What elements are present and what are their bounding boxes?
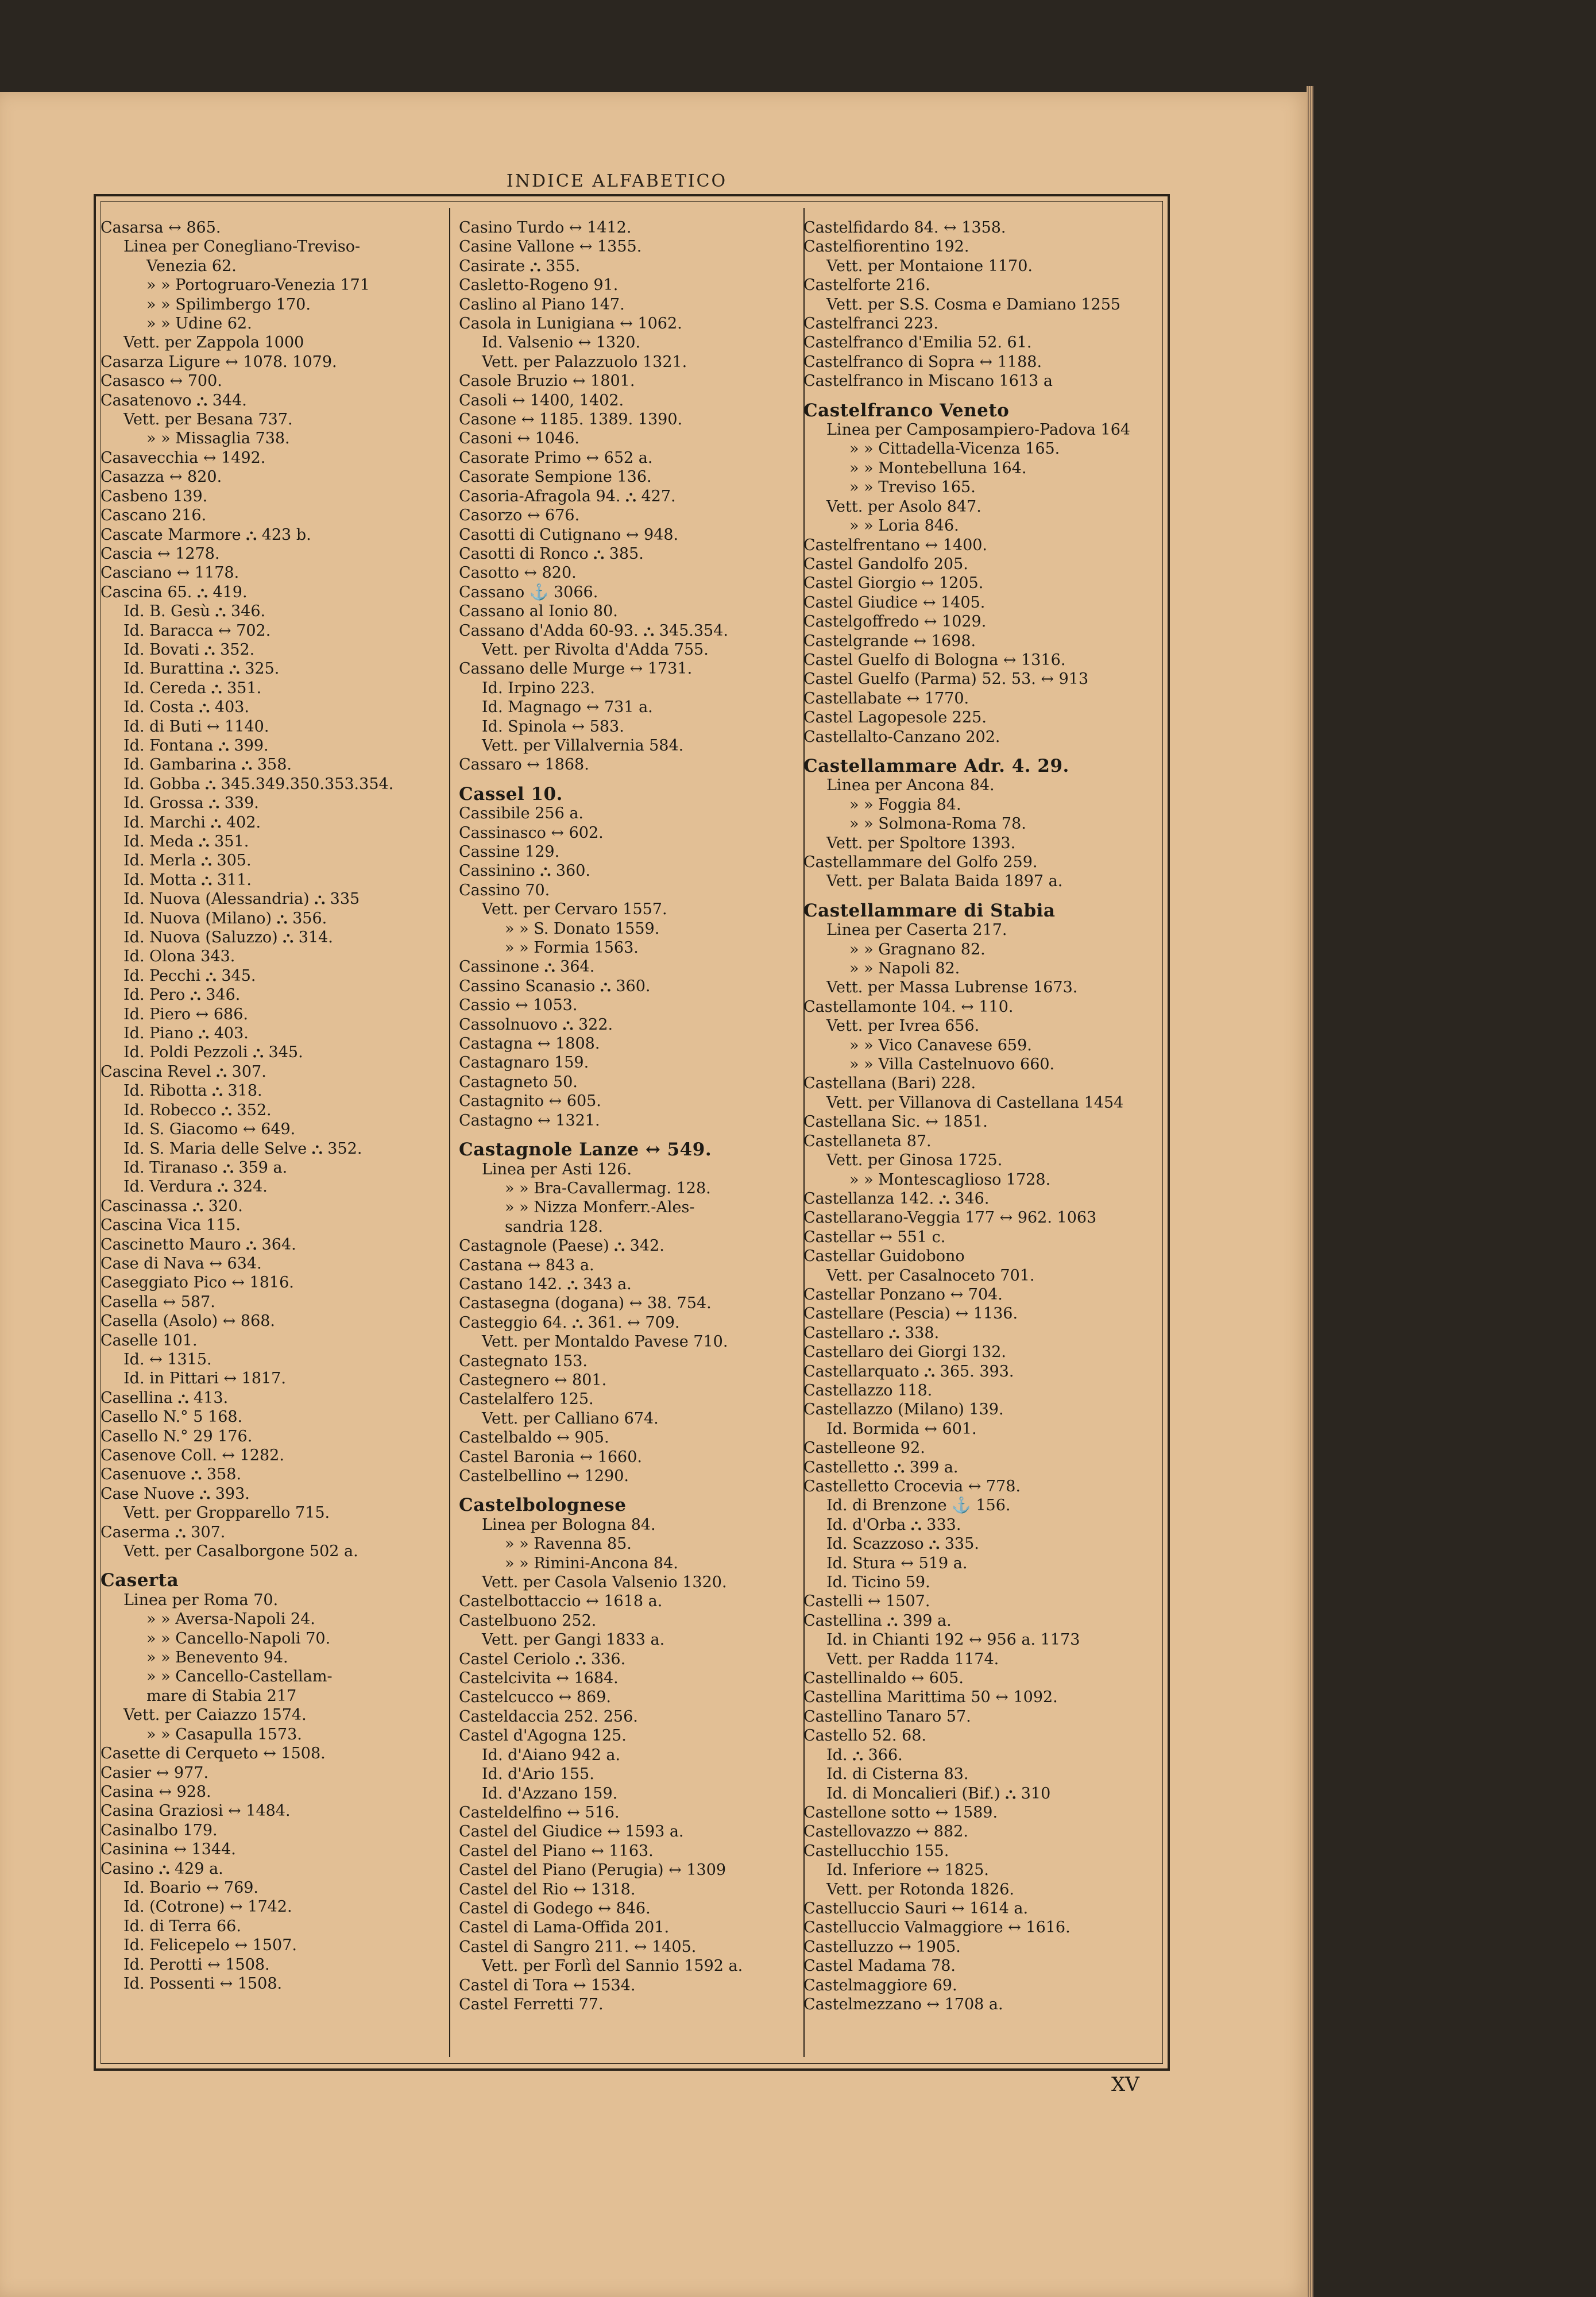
index-entry: Castel di Godego ↔ 846.: [459, 1899, 651, 1917]
index-heading: Castagnole Lanze ↔ 549.: [459, 1139, 712, 1161]
index-entry: Vett. per S.S. Cosma e Damiano 1255: [826, 295, 1121, 314]
index-entry: Id. di Brenzone ⚓ 156.: [826, 1496, 1011, 1515]
index-entry: Vett. per Casalnoceto 701.: [826, 1266, 1035, 1285]
index-entry: Id. in Pittari ↔ 1817.: [123, 1370, 286, 1388]
index-entry: Id. Motta ⛬ 311.: [123, 871, 252, 889]
index-entry: Id. Olona 343.: [123, 948, 235, 966]
index-entry: Castelfidardo 84. ↔ 1358.: [803, 219, 1006, 237]
index-entry: Castagnole (Paese) ⛬ 342.: [459, 1237, 664, 1255]
index-entry: Vett. per Villalvernia 584.: [482, 736, 684, 755]
index-heading: Castelfranco Veneto: [803, 400, 1010, 421]
index-entry: Vett. per Ginosa 1725.: [826, 1151, 1003, 1170]
index-entry: Id. ⛬ 366.: [826, 1746, 903, 1764]
index-entry: Casteldaccia 252. 256.: [459, 1707, 638, 1726]
index-entry: Id. Verdura ⛬ 324.: [123, 1178, 268, 1196]
index-entry: Castellana Sic. ↔ 1851.: [803, 1113, 988, 1131]
index-entry: Castel Lagopesole 225.: [803, 709, 987, 727]
index-entry: Casole Bruzio ↔ 1801.: [459, 372, 635, 390]
index-entry: Castelluccio Sauri ↔ 1614 a.: [803, 1899, 1029, 1917]
index-entry: » » Udine 62.: [146, 315, 252, 333]
index-heading: Castellammare di Stabia: [803, 900, 1056, 921]
index-entry: Id. Perotti ↔ 1508.: [123, 1955, 270, 1974]
index-entry: Castelletto ⛬ 399 a.: [803, 1458, 959, 1476]
index-entry: Vett. per Zappola 1000: [123, 334, 304, 352]
index-entry: Casine Vallone ↔ 1355.: [459, 238, 642, 256]
index-entry: Vett. per Casola Valsenio 1320.: [482, 1573, 727, 1592]
index-entry: Vett. per Calliano 674.: [482, 1409, 659, 1428]
index-entry: Cassano d'Adda 60-93. ⛬ 345.354.: [459, 621, 728, 640]
index-entry: Casavecchia ↔ 1492.: [101, 448, 266, 467]
index-entry: Castel del Rio ↔ 1318.: [459, 1880, 636, 1898]
index-entry: Castelfranci 223.: [803, 315, 938, 333]
index-entry: Castagna ↔ 1808.: [459, 1035, 600, 1053]
index-entry: Casello N.° 29 176.: [101, 1427, 253, 1445]
index-entry: Cascina 65. ⛬ 419.: [101, 583, 248, 601]
index-entry: Cassano ⚓ 3066.: [459, 583, 598, 601]
index-entry: Vett. per Massa Lubrense 1673.: [826, 979, 1078, 997]
index-entry: Casarza Ligure ↔ 1078. 1079.: [101, 353, 337, 371]
index-heading: Castellammare Adr. 4. 29.: [803, 755, 1069, 776]
index-entry: Castelbaldo ↔ 905.: [459, 1429, 609, 1447]
index-entry: » » Loria 846.: [849, 517, 959, 535]
index-entry: Linea per Bologna 84.: [482, 1515, 656, 1534]
index-entry: Castagnaro 159.: [459, 1054, 589, 1072]
index-entry: Vett. per Gropparello 715.: [123, 1504, 330, 1522]
index-entry: Castellare (Pescia) ↔ 1136.: [803, 1305, 1018, 1323]
index-entry: » » Benevento 94.: [146, 1649, 288, 1667]
index-frame: [94, 194, 1170, 2071]
index-entry: » » Formia 1563.: [505, 939, 639, 957]
index-entry: Casirate ⛬ 355.: [459, 257, 581, 275]
index-entry: Cascinassa ⛬ 320.: [101, 1197, 243, 1215]
index-entry: Castellucchio 155.: [803, 1842, 949, 1860]
index-entry: » » Villa Castelnuovo 660.: [849, 1055, 1055, 1074]
index-entry: Id. Scazzoso ⛬ 335.: [826, 1535, 979, 1553]
index-entry: Casenuove ⛬ 358.: [101, 1465, 242, 1484]
index-entry: Id. Pecchi ⛬ 345.: [123, 966, 256, 985]
index-entry: Castellar Guidobono: [803, 1247, 965, 1266]
index-entry: » » Vico Canavese 659.: [849, 1036, 1032, 1054]
index-entry: Castel Giudice ↔ 1405.: [803, 593, 986, 612]
index-entry: Linea per Camposampiero-Padova 164: [826, 421, 1131, 439]
index-entry: Castelfranco d'Emilia 52. 61.: [803, 334, 1032, 352]
index-entry: Case di Nava ↔ 634.: [101, 1254, 262, 1273]
index-heading: Castelbolognese: [459, 1495, 627, 1516]
index-entry: Castel Guelfo di Bologna ↔ 1316.: [803, 651, 1066, 669]
index-entry: Castegnato 153.: [459, 1352, 588, 1370]
index-entry: Vett. per Forlì del Sannio 1592 a.: [482, 1957, 743, 1975]
index-entry: Castelfiorentino 192.: [803, 238, 969, 256]
index-entry: Castano 142. ⛬ 343 a.: [459, 1275, 632, 1293]
index-entry: Case Nuove ⛬ 393.: [101, 1484, 250, 1503]
index-entry: Castelbottaccio ↔ 1618 a.: [459, 1592, 663, 1611]
index-entry: Cassinasco ↔ 602.: [459, 823, 604, 842]
index-entry: Casier ↔ 977.: [101, 1764, 209, 1782]
index-entry: Castelbuono 252.: [459, 1611, 597, 1630]
index-entry: Id. Tiranaso ⛬ 359 a.: [123, 1158, 288, 1177]
index-entry: Casenove Coll. ↔ 1282.: [101, 1447, 284, 1464]
index-entry: Caslino al Piano 147.: [459, 295, 625, 314]
index-entry: Castellaneta 87.: [803, 1132, 932, 1150]
index-entry: Castelcucco ↔ 869.: [459, 1688, 611, 1707]
index-entry: » » Cancello-Castellam-: [146, 1668, 333, 1686]
index-entry: » » Montescaglioso 1728.: [849, 1170, 1051, 1189]
index-entry: Vett. per Cervaro 1557.: [482, 900, 667, 919]
index-entry: » » Aversa-Napoli 24.: [146, 1610, 315, 1629]
index-entry: Castellinaldo ↔ 605.: [803, 1669, 964, 1688]
index-entry: Castel del Piano ↔ 1163.: [459, 1842, 654, 1860]
index-entry: Cascano 216.: [101, 506, 207, 525]
index-entry: Cassano delle Murge ↔ 1731.: [459, 660, 693, 678]
page-edge: [1307, 86, 1313, 2297]
index-column-3: [803, 218, 1154, 2050]
index-entry: Id. Inferiore ↔ 1825.: [826, 1861, 989, 1880]
index-entry: Casone ↔ 1185. 1389. 1390.: [459, 411, 683, 429]
index-entry: Id. d'Aiano 942 a.: [482, 1746, 621, 1764]
index-entry: Vett. per Casalborgone 502 a.: [123, 1542, 358, 1561]
index-entry: Linea per Ancona 84.: [826, 776, 995, 795]
index-entry: » » Cittadella-Vicenza 165.: [849, 440, 1060, 458]
index-entry: Id. Ticino 59.: [826, 1573, 930, 1592]
index-entry: Castel di Tora ↔ 1534.: [459, 1976, 636, 1994]
index-entry: Castelmezzano ↔ 1708 a.: [803, 1995, 1003, 2013]
index-entry: Vett. per Rotonda 1826.: [826, 1880, 1014, 1898]
index-entry: » » Spilimbergo 170.: [146, 295, 311, 314]
index-entry: Castel Ceriolo ⛬ 336.: [459, 1650, 626, 1668]
index-entry: Id. ↔ 1315.: [123, 1350, 212, 1368]
index-entry: Venezia 62.: [146, 257, 237, 275]
index-entry: Castel del Piano (Perugia) ↔ 1309: [459, 1861, 726, 1880]
index-entry: » » Rimini-Ancona 84.: [505, 1554, 678, 1572]
index-entry: Casarsa ↔ 865.: [101, 219, 221, 237]
index-entry: Vett. per Caiazzo 1574.: [123, 1706, 307, 1724]
index-entry: Id. Gambarina ⛬ 358.: [123, 756, 292, 774]
page-number: XV: [1111, 2073, 1139, 2096]
index-entry: Caserma ⛬ 307.: [101, 1523, 226, 1541]
index-entry: Castellar Ponzano ↔ 704.: [803, 1285, 1003, 1304]
index-entry: Vett. per Montaione 1170.: [826, 257, 1033, 275]
index-entry: Id. Bovati ⛬ 352.: [123, 640, 255, 659]
index-entry: Vett. per Besana 737.: [123, 411, 293, 429]
index-entry: Castellina Marittima 50 ↔ 1092.: [803, 1688, 1058, 1707]
index-entry: » » Napoli 82.: [849, 960, 960, 978]
index-entry: » » S. Donato 1559.: [505, 919, 660, 938]
index-entry: Cassaro ↔ 1868.: [459, 756, 589, 774]
index-entry: Castel Madama 78.: [803, 1957, 956, 1975]
index-entry: Castellaro ⛬ 338.: [803, 1324, 940, 1342]
index-entry: Cassine 129.: [459, 843, 560, 861]
index-entry: Id. Felicepelo ↔ 1507.: [123, 1936, 297, 1955]
index-entry: Cassinino ⛬ 360.: [459, 862, 590, 880]
index-entry: Castellar ↔ 551 c.: [803, 1228, 946, 1246]
index-entry: Castellaro dei Giorgi 132.: [803, 1343, 1007, 1362]
index-heading: Cassel 10.: [459, 783, 563, 805]
index-entry: Cassinone ⛬ 364.: [459, 958, 595, 976]
index-entry: Cascinetto Mauro ⛬ 364.: [101, 1235, 296, 1254]
index-entry: Id. Fontana ⛬ 399.: [123, 736, 269, 755]
index-entry: Castel d'Agogna 125.: [459, 1727, 627, 1745]
index-entry: Casorate Sempione 136.: [459, 468, 652, 486]
index-entry: Id. Costa ⛬ 403.: [123, 698, 250, 717]
index-entry: mare di Stabia 217: [146, 1687, 297, 1705]
index-entry: Id. Robecco ⛬ 352.: [123, 1101, 272, 1119]
index-entry: Castel del Giudice ↔ 1593 a.: [459, 1823, 684, 1841]
index-entry: Id. Piano ⛬ 403.: [123, 1024, 249, 1043]
index-entry: Linea per Caserta 217.: [826, 921, 1007, 939]
index-entry: Castelalfero 125.: [459, 1390, 594, 1409]
index-column-1: [101, 218, 445, 2050]
index-entry: Id. di Cisterna 83.: [826, 1765, 969, 1784]
index-entry: Vett. per Spoltore 1393.: [826, 834, 1016, 852]
index-entry: Castelgrande ↔ 1698.: [803, 632, 976, 650]
index-entry: Id. Magnago ↔ 731 a.: [482, 698, 653, 717]
index-entry: Id. Spinola ↔ 583.: [482, 717, 624, 736]
index-entry: Castelfranco di Sopra ↔ 1188.: [803, 353, 1042, 371]
index-entry: Cassio ↔ 1053.: [459, 996, 578, 1015]
index-entry: Castagno ↔ 1321.: [459, 1111, 600, 1130]
index-entry: Id. di Moncalieri (Bif.) ⛬ 310: [826, 1784, 1051, 1803]
index-entry: Cassino 70.: [459, 881, 550, 899]
index-entry: Castana ↔ 843 a.: [459, 1256, 594, 1274]
index-entry: Castelletto Crocevia ↔ 778.: [803, 1478, 1021, 1495]
index-entry: Castellarquato ⛬ 365. 393.: [803, 1362, 1014, 1380]
index-entry: Cassano al Ionio 80.: [459, 602, 618, 621]
index-entry: Casette di Cerqueto ↔ 1508.: [101, 1745, 326, 1763]
index-entry: Id. Valsenio ↔ 1320.: [482, 334, 641, 352]
index-entry: Vett. per Balata Baida 1897 a.: [826, 872, 1063, 891]
index-entry: Id. Nuova (Saluzzo) ⛬ 314.: [123, 929, 333, 947]
index-entry: » » Foggia 84.: [849, 795, 961, 814]
index-entry: Id. Gobba ⛬ 345.349.350.353.354.: [123, 775, 394, 793]
index-entry: » » Bra-Cavallermag. 128.: [505, 1179, 711, 1197]
index-entry: Casella ↔ 587.: [101, 1293, 215, 1311]
index-entry: Castellammare del Golfo 259.: [803, 853, 1038, 871]
index-entry: Castelluzzo ↔ 1905.: [803, 1938, 961, 1956]
index-entry: Id. d'Azzano 159.: [482, 1784, 618, 1803]
index-entry: Castel Guelfo (Parma) 52. 53. ↔ 913: [803, 670, 1089, 689]
index-entry: Id. d'Orba ⛬ 333.: [826, 1515, 961, 1534]
index-entry: » » Missaglia 738.: [146, 430, 290, 448]
index-entry: Id. Piero ↔ 686.: [123, 1005, 248, 1023]
index-entry: Id. Baracca ↔ 702.: [123, 621, 271, 640]
index-heading: Caserta: [101, 1570, 179, 1591]
index-entry: » » Casapulla 1573.: [146, 1725, 302, 1743]
index-entry: Castasegna (dogana) ↔ 38. 754.: [459, 1294, 712, 1313]
index-entry: Id. Burattina ⛬ 325.: [123, 660, 280, 678]
index-entry: Castellone sotto ↔ 1589.: [803, 1803, 998, 1822]
index-entry: Casina Graziosi ↔ 1484.: [101, 1802, 291, 1820]
index-entry: Castelcivita ↔ 1684.: [459, 1669, 619, 1688]
index-entry: Casino ⛬ 429 a.: [101, 1859, 223, 1878]
index-entry: Casoli ↔ 1400, 1402.: [459, 391, 624, 409]
index-entry: Id. Cereda ⛬ 351.: [123, 679, 262, 697]
index-entry: Cascina Vica 115.: [101, 1216, 241, 1235]
index-entry: Id. Merla ⛬ 305.: [123, 852, 252, 870]
index-entry: Casino Turdo ↔ 1412.: [459, 219, 632, 237]
index-entry: Casellina ⛬ 413.: [101, 1389, 229, 1407]
index-entry: Id. di Buti ↔ 1140.: [123, 717, 269, 736]
index-entry: Castel Baronia ↔ 1660.: [459, 1448, 642, 1466]
index-entry: Castagneto 50.: [459, 1073, 578, 1091]
index-entry: Casotti di Cutignano ↔ 948.: [459, 525, 679, 544]
index-entry: Castellina ⛬ 399 a.: [803, 1611, 952, 1630]
index-column-2: [459, 218, 803, 2050]
index-entry: Castagnito ↔ 605.: [459, 1092, 601, 1111]
page-header: INDICE ALFABETICO: [506, 171, 728, 191]
index-entry: Castellazzo 118.: [803, 1381, 933, 1399]
index-entry: Id. Nuova (Milano) ⛬ 356.: [123, 909, 327, 927]
index-entry: » » Nizza Monferr.-Ales-: [505, 1198, 695, 1217]
index-entry: Castel Gandolfo 205.: [803, 555, 968, 573]
index-entry: Id. Ribotta ⛬ 318.: [123, 1082, 262, 1100]
index-entry: Caseggiato Pico ↔ 1816.: [101, 1274, 294, 1292]
index-entry: Castelluccio Valmaggiore ↔ 1616.: [803, 1919, 1071, 1937]
index-entry: Casatenovo ⛬ 344.: [101, 391, 247, 409]
index-entry: Castelfranco in Miscano 1613 a: [803, 372, 1053, 390]
index-entry: Id. S. Maria delle Selve ⛬ 352.: [123, 1139, 362, 1158]
index-entry: Cascia ↔ 1278.: [101, 544, 220, 563]
index-entry: » » Treviso 165.: [849, 478, 976, 497]
index-entry: Castelfrentano ↔ 1400.: [803, 536, 988, 554]
column-divider: [449, 208, 450, 2057]
index-entry: Id. Marchi ⛬ 402.: [123, 813, 261, 832]
index-entry: Castelleone 92.: [803, 1439, 925, 1457]
index-entry: Vett. per Radda 1174.: [826, 1650, 999, 1668]
index-entry: Casasco ↔ 700.: [101, 372, 222, 390]
index-entry: Vett. per Gangi 1833 a.: [482, 1631, 665, 1649]
index-entry: Id. Bormida ↔ 601.: [826, 1420, 977, 1438]
index-entry: Id. di Terra 66.: [123, 1917, 241, 1935]
index-entry: Vett. per Villanova di Castellana 1454: [826, 1093, 1124, 1112]
index-entry: Cassino Scanasio ⛬ 360.: [459, 977, 651, 995]
index-entry: Casbeno 139.: [101, 487, 208, 505]
index-entry: » » Solmona-Roma 78.: [849, 815, 1026, 833]
index-entry: Linea per Conegliano-Treviso-: [123, 238, 361, 256]
index-entry: » » Portogruaro-Venezia 171: [146, 276, 370, 295]
index-entry: Castellana (Bari) 228.: [803, 1074, 976, 1093]
index-entry: Casorzo ↔ 676.: [459, 506, 580, 525]
index-entry: Id. Stura ↔ 519 a.: [826, 1554, 968, 1572]
index-entry: Id. Meda ⛬ 351.: [123, 833, 249, 850]
index-entry: » » Montebelluna 164.: [849, 459, 1027, 477]
index-entry: Id. Nuova (Alessandria) ⛬ 335: [123, 890, 360, 908]
index-entry: Id. S. Giacomo ↔ 649.: [123, 1120, 296, 1139]
index-entry: Linea per Asti 126.: [482, 1160, 632, 1178]
index-entry: Castel di Sangro 211. ↔ 1405.: [459, 1938, 697, 1956]
index-entry: Castelforte 216.: [803, 276, 930, 295]
index-entry: Casorate Primo ↔ 652 a.: [459, 448, 653, 467]
index-entry: Vett. per Montaldo Pavese 710.: [482, 1333, 728, 1351]
index-entry: Cascate Marmore ⛬ 423 b.: [101, 525, 311, 544]
index-entry: Vett. per Palazzuolo 1321.: [482, 353, 687, 371]
index-entry: Castel Ferretti 77.: [459, 1995, 604, 2013]
index-entry: Cassolnuovo ⛬ 322.: [459, 1015, 613, 1034]
index-entry: Castel di Lama-Offida 201.: [459, 1919, 670, 1937]
index-entry: Castello 52. 68.: [803, 1727, 927, 1745]
index-entry: Castellovazzo ↔ 882.: [803, 1823, 968, 1841]
index-entry: Id. B. Gesù ⛬ 346.: [123, 602, 266, 621]
index-entry: Castellanza 142. ⛬ 346.: [803, 1189, 990, 1208]
index-entry: Castellarano-Veggia 177 ↔ 962. 1063: [803, 1209, 1097, 1227]
index-entry: Castelli ↔ 1507.: [803, 1592, 930, 1611]
index-entry: » » Cancello-Napoli 70.: [146, 1629, 331, 1648]
index-entry: Castelmaggiore 69.: [803, 1976, 957, 1994]
index-entry: Casotto ↔ 820.: [459, 564, 577, 582]
index-entry: Casteldelfino ↔ 516.: [459, 1803, 620, 1822]
index-entry: Castel Giorgio ↔ 1205.: [803, 574, 984, 593]
index-entry: Casazza ↔ 820.: [101, 468, 222, 486]
index-entry: Vett. per Rivolta d'Adda 755.: [482, 640, 709, 659]
index-entry: Vett. per Asolo 847.: [826, 497, 981, 516]
index-entry: Id. in Chianti 192 ↔ 956 a. 1173: [826, 1631, 1080, 1649]
index-entry: » » Gragnano 82.: [849, 940, 986, 958]
index-entry: Castelgoffredo ↔ 1029.: [803, 613, 987, 631]
index-entry: Casinalbo 179.: [101, 1821, 218, 1839]
index-entry: Castegnero ↔ 801.: [459, 1371, 607, 1389]
index-entry: Vett. per Ivrea 656.: [826, 1017, 980, 1035]
index-entry: Cassibile 256 a.: [459, 805, 584, 823]
index-entry: Casoni ↔ 1046.: [459, 430, 579, 448]
index-entry: Castellamonte 104. ↔ 110.: [803, 997, 1014, 1016]
index-entry: Casteggio 64. ⛬ 361. ↔ 709.: [459, 1313, 680, 1332]
index-entry: Casinina ↔ 1344.: [101, 1840, 236, 1859]
index-entry: Id. Pero ⛬ 346.: [123, 986, 241, 1004]
index-entry: Castellazzo (Milano) 139.: [803, 1401, 1004, 1419]
index-entry: Casoria-Afragola 94. ⛬ 427.: [459, 487, 676, 505]
index-entry: sandria 128.: [505, 1217, 603, 1236]
index-entry: Caselle 101.: [101, 1331, 198, 1349]
index-entry: Castelbellino ↔ 1290.: [459, 1467, 629, 1485]
index-entry: Casola in Lunigiana ↔ 1062.: [459, 315, 682, 333]
index-entry: Cascina Revel ⛬ 307.: [101, 1062, 266, 1081]
index-entry: Castellalto-Canzano 202.: [803, 728, 1000, 746]
index-entry: Casciano ↔ 1178.: [101, 564, 239, 582]
index-entry: Id. Boario ↔ 769.: [123, 1878, 259, 1897]
index-entry: Id. Possenti ↔ 1508.: [123, 1974, 283, 1993]
index-entry: Castellino Tanaro 57.: [803, 1707, 971, 1726]
index-entry: Id. Poldi Pezzoli ⛬ 345.: [123, 1043, 303, 1062]
index-entry: Linea per Roma 70.: [123, 1591, 279, 1609]
index-entry: Id. Irpino 223.: [482, 679, 595, 697]
index-entry: Casella (Asolo) ↔ 868.: [101, 1312, 276, 1331]
index-entry: Id. (Cotrone) ↔ 1742.: [123, 1898, 292, 1916]
index-entry: Casello N.° 5 168.: [101, 1408, 243, 1426]
index-entry: » » Ravenna 85.: [505, 1535, 632, 1553]
index-entry: Id. Grossa ⛬ 339.: [123, 794, 259, 813]
index-entry: Castellabate ↔ 1770.: [803, 689, 969, 707]
index-entry: Casina ↔ 928.: [101, 1782, 211, 1801]
index-entry: Casletto-Rogeno 91.: [459, 276, 619, 295]
index-entry: Id. d'Ario 155.: [482, 1765, 594, 1784]
index-entry: Casotti di Ronco ⛬ 385.: [459, 544, 644, 563]
